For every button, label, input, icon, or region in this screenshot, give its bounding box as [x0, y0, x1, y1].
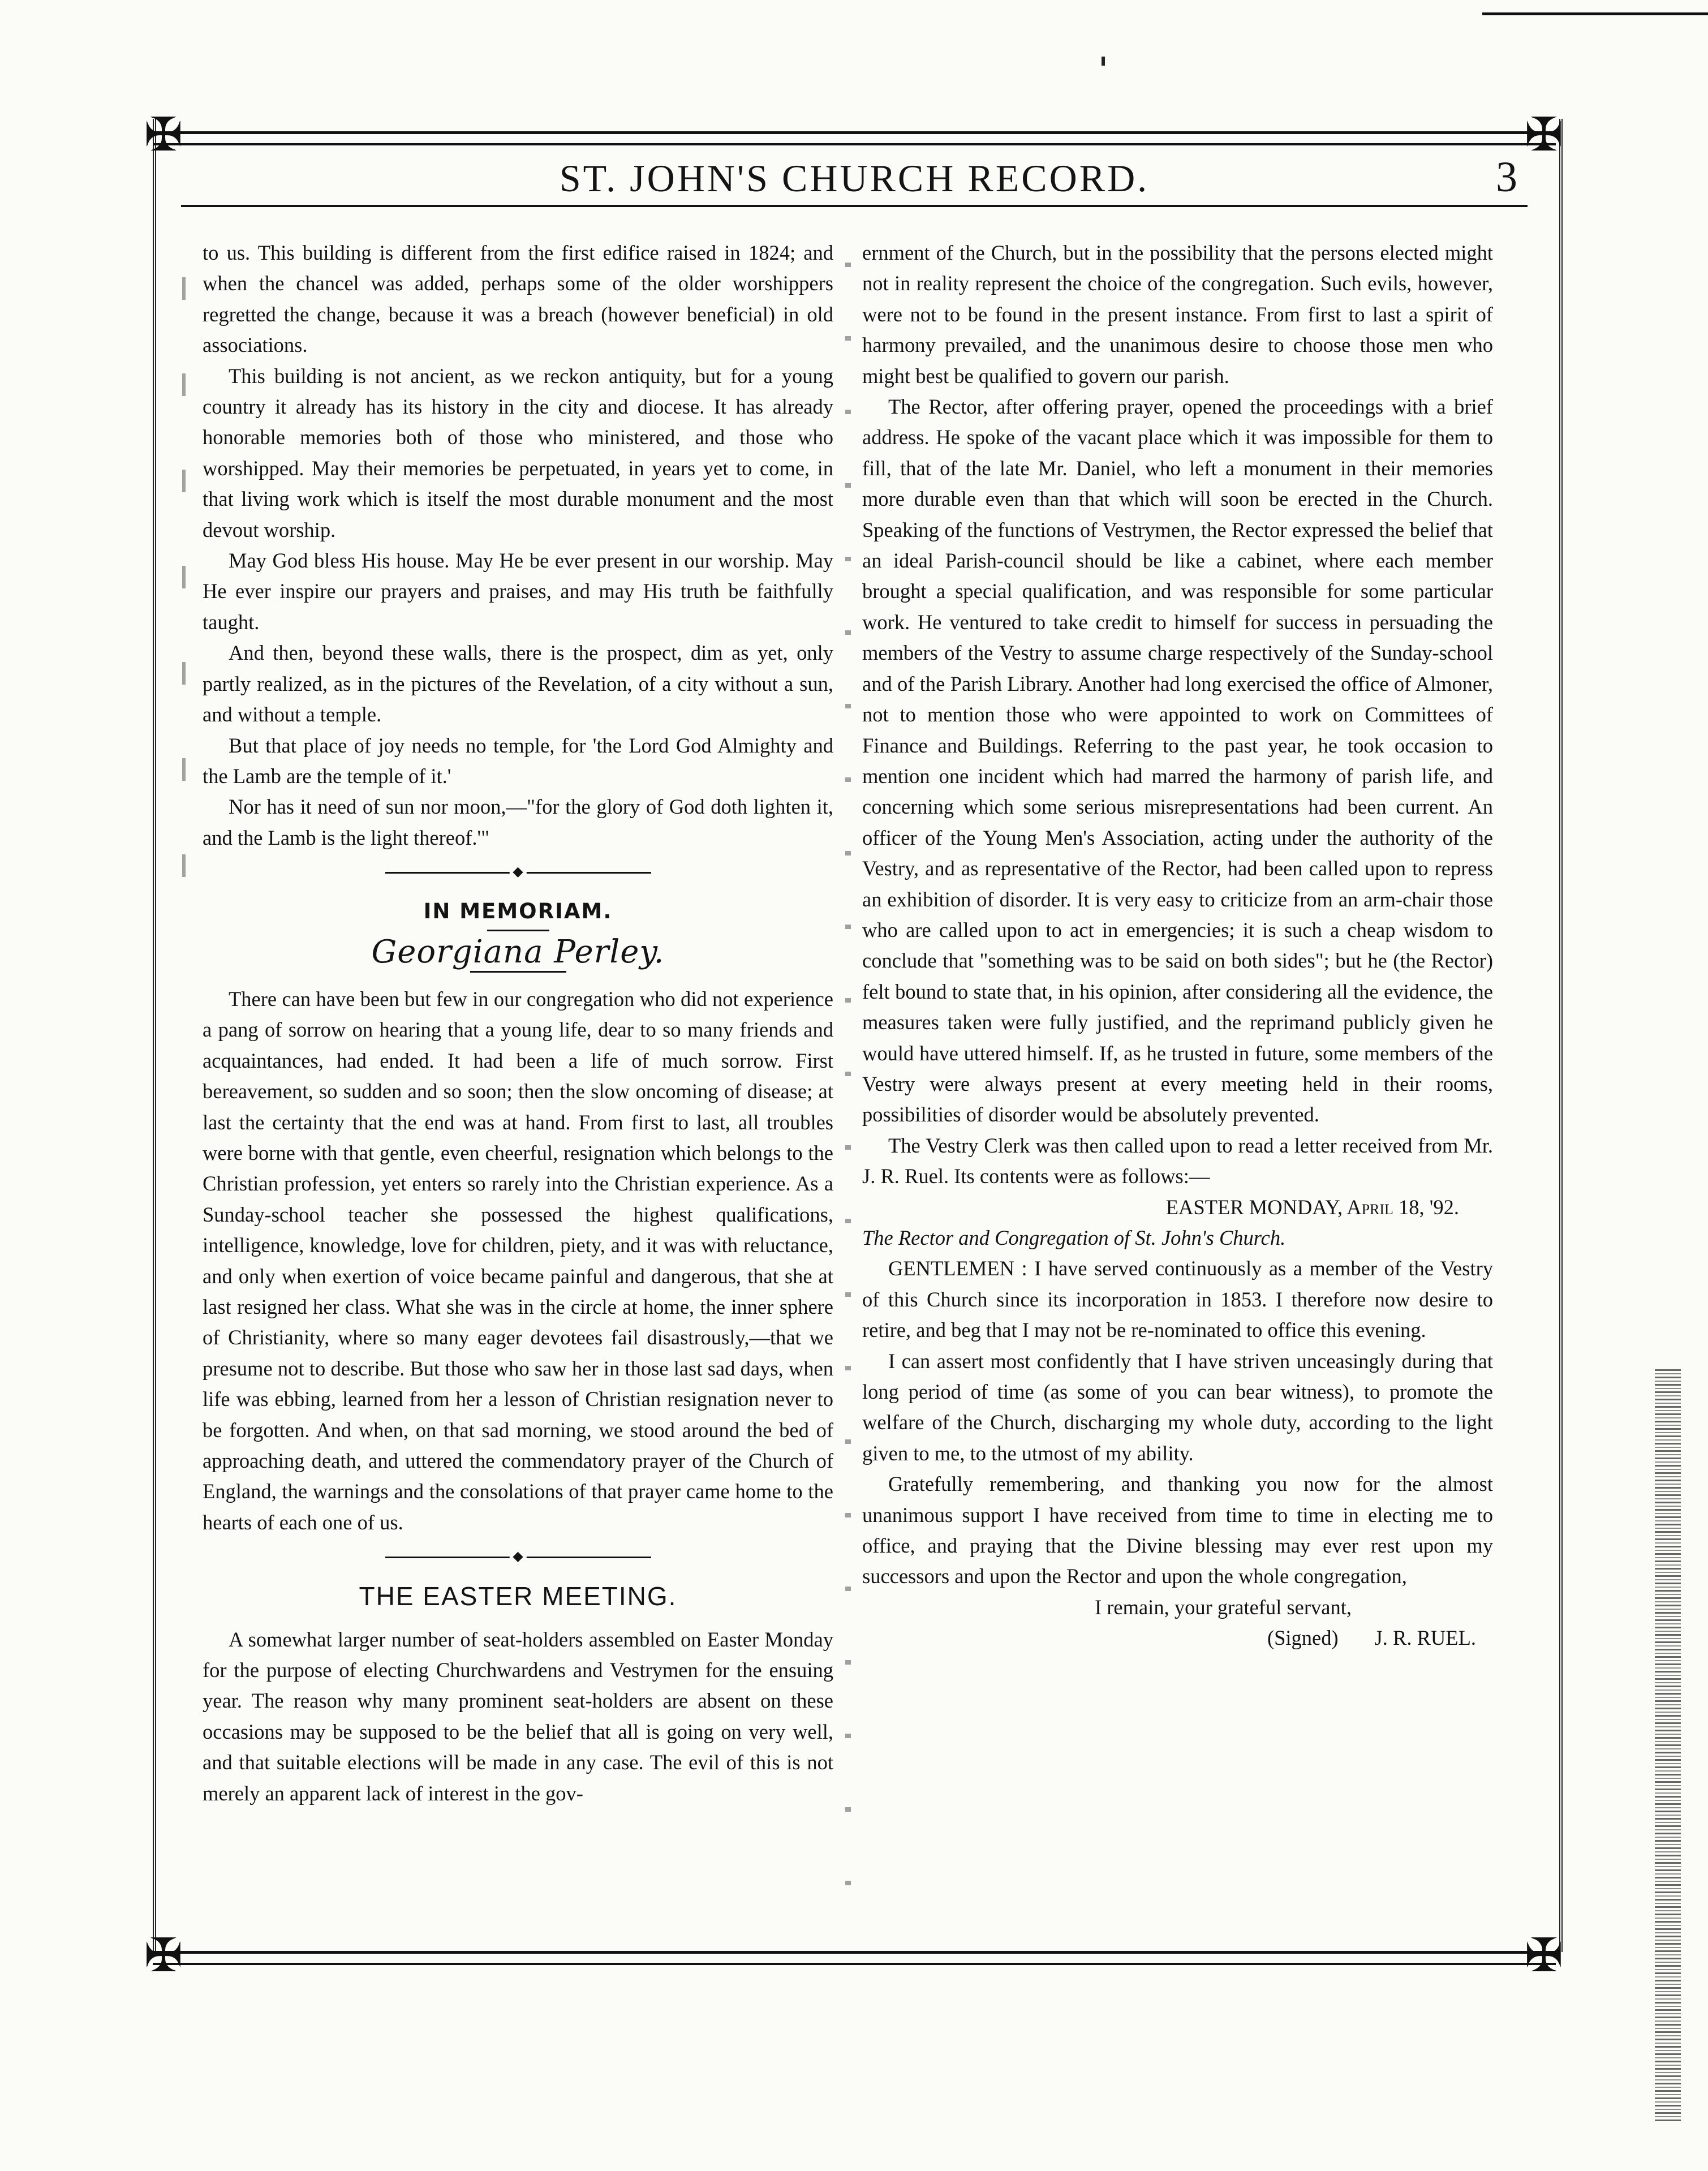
page-number: 3	[1496, 153, 1517, 201]
scan-mark	[1102, 57, 1105, 66]
bottom-border-band	[153, 1951, 1556, 1965]
signed-label: (Signed)	[1267, 1626, 1339, 1650]
letter-closing: I remain, your grateful servant,	[1094, 1595, 1352, 1619]
letter-opening	[862, 1253, 1493, 1345]
heading-rule	[470, 971, 566, 973]
memoriam-heading: IN MEMORIAM.	[423, 899, 613, 924]
sermon-paragraph: Nor has it need of sun nor moon,—"for the glory of God doth lighten it, and the Lamb is the light thereof.'"	[203, 795, 833, 849]
memoriam-text: There can have been but few in our congregation who did not experience a pang of sorrow on hearing that a young life, dear to so many friends and acquaintances, had ended. It had been a life of much sorrow. First bereavement, so sudden and so soon; then the slow oncoming of disease; at last the certainty that the end was at hand. From first to last, all troubles were borne with that gentle, even cheerful, resignation which belongs to the Christian profession, yet enters so rarely into the Christian experience. As a Sunday-school teacher she possessed the highest qualifications, intelligence, knowledge, love for children, piety, and it was with reluctance, and only when exertion of voice became painful and dangerous, that she at last resigned her class. What she was in the circle at home, the inner sphere of Christianity, where so many eager devotees fail disastrously,—that we presume not to describe. But those who saw her in those last sad days, when life was ebbing, learned from her a lesson of Christian resignation never to be forgotten. And when, on that sad morning, we stood around the bed of approaching death, and uttered the commendatory prayer of the Church of England, the warnings and the consolations of that prayer came home to the hearts of each one of us.	[203, 987, 833, 1534]
section-divider	[385, 1548, 651, 1564]
cross-ornament-icon: ✠	[144, 108, 183, 162]
letter-address: The Rector and Congregation of St. John's Church.	[862, 1226, 1286, 1249]
sermon-paragraph: to us. This building is different from the first edifice raised in 1824; and when the chancel was added, perhaps some of the older worshippers regretted the change, because it was a breach (however beneficial) in old associations.	[203, 241, 833, 357]
column-gutter-marks	[845, 238, 851, 1912]
sermon-paragraph: May God bless His house. May He be ever present in our worship. May He ever inspire our prayers and praises, and may His truth be faithfully taught.	[203, 549, 833, 634]
top-border-band	[153, 131, 1556, 145]
memoriam-name: Georgiana Perley.	[371, 933, 665, 970]
meeting-paragraph: ernment of the Church, but in the possibility that the persons elected might not in reality represent the choice of the congregation. Such evils, however, were not to be found in the present instance. From first to last a spirit of harmony prevailed, and the unanimous desire to choose those men who might best be qualified to govern our parish.	[862, 241, 1493, 388]
sermon-paragraph: But that place of joy needs no temple, for 'the Lord God Almighty and the Lamb are the temple of it.'	[203, 733, 833, 788]
easter-meeting-heading: THE EASTER MEETING.	[359, 1581, 677, 1611]
easter-meeting-text: A somewhat larger number of seat-holders assembled on Easter Monday for the purpose of electing Churchwardens and Vestrymen for the ensuing year. The reason why many prominent seat-holders are absent on these occasions may be supposed to be the belief that all is going on very well, and that suitable elections will be made in any case. The evil of this is not merely an apparent lack of interest in the gov-	[203, 1627, 833, 1805]
letter-signature: J. R. RUEL.	[1374, 1626, 1476, 1650]
cross-ornament-icon: ✠	[1524, 1929, 1564, 1983]
letter-paragraph: I can assert most confidently that I have striven unceasingly during that long period of time (as some of you can bear witness), to promote the welfare of the Church, discharging my whole duty, according to the light given to me, to the utmost of my ability.	[862, 1349, 1493, 1465]
scan-edge-noise	[1655, 1369, 1681, 2122]
page-header	[181, 148, 1528, 207]
cross-ornament-icon: ✠	[1524, 108, 1564, 162]
margin-marks	[182, 238, 186, 905]
sermon-paragraph: This building is not ancient, as we reckon antiquity, but for a young country it already has its history in the city and diocese. It has already honorable memories both of those who ministered, and those who worshipped. May their memories be perpetuated, in years yet to come, in that living work which is itself the most durable monument and the most devout worship.	[203, 364, 833, 541]
right-column	[862, 238, 1493, 1654]
sermon-paragraph: And then, beyond these walls, there is the prospect, dim as yet, only partly realized, as in the pictures of the Revelation, of a city without a sun, and without a temple.	[203, 641, 833, 726]
top-edge-rule	[1482, 12, 1708, 15]
section-divider	[385, 863, 651, 880]
heading-rule	[487, 930, 549, 931]
divider-ornament-icon: ◆	[509, 865, 526, 878]
divider-ornament-icon: ◆	[509, 1549, 526, 1563]
meeting-paragraph: The Rector, after offering prayer, opened the proceedings with a brief address. He spoke of the vacant place which it was impossible for them to fill, that of the late Mr. Daniel, who left a monument in their memories more durable even than that which will soon be erected in the Church. Speaking of the functions of Vestrymen, the Rector expressed the belief that an ideal Parish-council should be like a cabinet, where each member brought a special qualification, and was responsible for some particular work. He ventured to take credit to himself for success in persuading the members of the Vestry to assume charge respectively of the Sunday-school and of the Parish Library. Another had long exercised the office of Almoner, not to mention those who were appointed to work on Committees of Finance and Buildings. Referring to the past year, he took occasion to mention one incident which had marred the harmony of parish life, and concerning which some serious misrepresentations had been current. An officer of the Young Men's Association, acting under the authority of the Vestry, and as representative of the Rector, had been called upon to repress an exhibition of disorder. It is very easy to criticize from an arm-chair those who are called upon to act in emergencies; it is such a cheap wisdom to conclude that "something was to be said on both sides"; but he (the Rector) felt bound to state that, in his opinion, after considering all the evidence, the measures taken were fully justified, and the reprimand publicly given he would have uttered himself. If, as he trusted in future, some members of the Vestry were always present at every meeting held in their rooms, possibilities of disorder would be absolutely prevented.	[862, 395, 1493, 1127]
letter-signature-line	[862, 1623, 1493, 1653]
letter-salutation: GENTLEMEN :	[888, 1257, 1027, 1280]
left-column	[203, 238, 833, 1809]
page-title: ST. JOHN'S CHURCH RECORD.	[559, 157, 1150, 200]
letter-body-first: I have served continuously as a member of the Vestry of this Church since its incorporation in 1853. I therefore now desire to retire, and beg that I may not be re-nominated to office this evening.	[862, 1257, 1493, 1342]
meeting-paragraph: The Vestry Clerk was then called upon to read a letter received from Mr. J. R. Ruel. Its contents were as follows:—	[862, 1133, 1493, 1188]
cross-ornament-icon: ✠	[144, 1929, 183, 1983]
letter-dateline: EASTER MONDAY, April 18, '92.	[1165, 1195, 1459, 1219]
letter-paragraph: Gratefully remembering, and thanking you now for the almost unanimous support I have received from time to time in electing me to office, and praying that the Divine blessing may ever rest upon my successors and upon the Rector and upon the whole congregation,	[862, 1472, 1493, 1588]
